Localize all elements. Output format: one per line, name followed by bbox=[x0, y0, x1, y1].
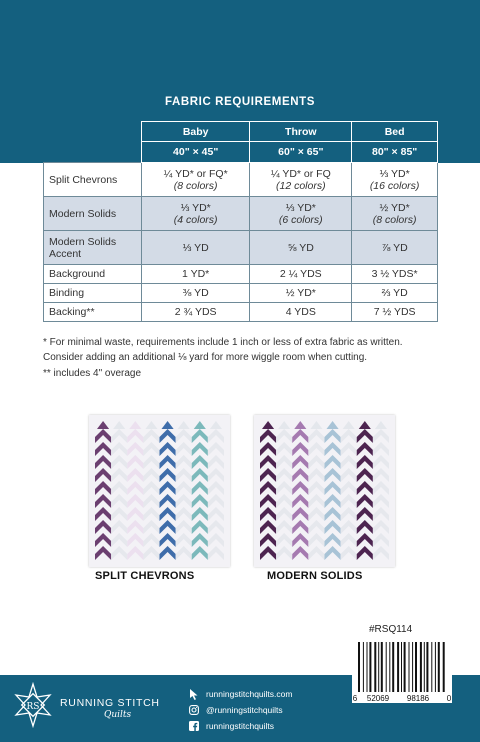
chevron-shape bbox=[292, 494, 308, 508]
chevron-shape bbox=[373, 494, 389, 508]
cell-note: (4 colors) bbox=[173, 213, 218, 226]
table-cell: 1 YD* bbox=[142, 265, 250, 284]
row-label: Backing** bbox=[44, 303, 142, 322]
chevron-shape bbox=[160, 507, 176, 521]
cell-value: ¼ YD* or FQ* bbox=[163, 167, 228, 180]
chevron-shape bbox=[308, 481, 324, 495]
table-cell bbox=[352, 163, 438, 197]
chevron-tip bbox=[145, 421, 157, 429]
chevron-shape bbox=[95, 442, 111, 456]
chevron-shape bbox=[143, 429, 159, 443]
barcode-bar bbox=[389, 642, 390, 692]
chevron-shape bbox=[208, 507, 224, 521]
chevron-shape bbox=[208, 468, 224, 482]
barcode-bar bbox=[374, 642, 376, 692]
chevron-shape bbox=[357, 507, 373, 521]
chevron-shape bbox=[111, 533, 127, 547]
barcode-bar bbox=[435, 642, 436, 692]
chevron-shape bbox=[143, 533, 159, 547]
chevron-shape bbox=[325, 507, 341, 521]
cell-value: ½ YD* bbox=[379, 201, 410, 214]
chevron-shape bbox=[111, 494, 127, 508]
chevron-shape bbox=[160, 520, 176, 534]
barcode-bar bbox=[426, 642, 428, 692]
chevron-shape bbox=[308, 468, 324, 482]
chevron-shape bbox=[276, 520, 292, 534]
cell-note: (16 colors) bbox=[369, 179, 420, 192]
chevron-shape bbox=[143, 455, 159, 469]
chevron-shape bbox=[292, 468, 308, 482]
barcode-bar bbox=[386, 642, 387, 692]
chevron-shape bbox=[143, 546, 159, 560]
table-cell bbox=[250, 197, 352, 231]
chevron-shape bbox=[192, 481, 208, 495]
barcode-digits: 52069 bbox=[366, 694, 390, 703]
chevron-shape bbox=[357, 546, 373, 560]
chevron-shape bbox=[176, 468, 192, 482]
cell-value: ¼ YD* or FQ bbox=[270, 167, 331, 180]
chevron-shape bbox=[325, 442, 341, 456]
table-cell: 2 ¼ YDS bbox=[250, 265, 352, 284]
barcode-bar bbox=[358, 642, 360, 692]
chevron-shape bbox=[127, 481, 143, 495]
chevron-shape bbox=[111, 520, 127, 534]
chevron-tip bbox=[262, 421, 274, 429]
table-cell bbox=[250, 163, 352, 197]
barcode-bar bbox=[420, 642, 422, 692]
chevron-shape bbox=[373, 546, 389, 560]
chevron-tip bbox=[294, 421, 306, 429]
chevron-shape bbox=[341, 455, 357, 469]
table-row bbox=[44, 163, 438, 197]
chevron-tip bbox=[178, 421, 190, 429]
chevron-shape bbox=[208, 546, 224, 560]
chevron-shape bbox=[176, 546, 192, 560]
chevron-shape bbox=[95, 468, 111, 482]
table-cell: ⅞ YD bbox=[352, 231, 438, 265]
chevron-shape bbox=[95, 494, 111, 508]
chevron-shape bbox=[176, 520, 192, 534]
table-row bbox=[44, 197, 438, 231]
chevron-shape bbox=[160, 494, 176, 508]
footnotes bbox=[43, 335, 443, 382]
chevron-shape bbox=[357, 494, 373, 508]
chevron-shape bbox=[373, 520, 389, 534]
chevron-shape bbox=[111, 429, 127, 443]
quilt-label-split-chevrons: SPLIT CHEVRONS bbox=[95, 570, 195, 582]
split-chevrons-quilt-image bbox=[89, 415, 230, 567]
chevron-shape bbox=[341, 429, 357, 443]
chevron-tip bbox=[278, 421, 290, 429]
cell-value: ⅓ YD* bbox=[285, 201, 316, 214]
barcode-bar bbox=[378, 642, 379, 692]
chevron-shape bbox=[111, 455, 127, 469]
chevron-shape bbox=[160, 429, 176, 443]
chevron-tip bbox=[97, 421, 109, 429]
chevron-shape bbox=[260, 507, 276, 521]
barcode bbox=[352, 640, 452, 703]
column-header-throw: Throw bbox=[250, 122, 352, 142]
chevron-shape bbox=[357, 442, 373, 456]
chevron-shape bbox=[160, 455, 176, 469]
chevron-shape bbox=[308, 546, 324, 560]
chevron-shape bbox=[160, 533, 176, 547]
cell-note: (6 colors) bbox=[278, 213, 323, 226]
chevron-shape bbox=[127, 442, 143, 456]
chevron-shape bbox=[127, 455, 143, 469]
chevron-shape bbox=[276, 429, 292, 443]
chevron-shape bbox=[208, 533, 224, 547]
barcode-bar bbox=[424, 642, 425, 692]
chevron-shape bbox=[325, 520, 341, 534]
chevron-shape bbox=[373, 533, 389, 547]
chevron-shape bbox=[308, 520, 324, 534]
row-label: Split Chevrons bbox=[44, 163, 142, 197]
chevron-shape bbox=[95, 520, 111, 534]
chevron-shape bbox=[325, 468, 341, 482]
chevron-shape bbox=[127, 520, 143, 534]
chevron-shape bbox=[357, 429, 373, 443]
contact-facebook[interactable] bbox=[188, 718, 292, 734]
chevron-shape bbox=[160, 481, 176, 495]
chevron-shape bbox=[308, 533, 324, 547]
logo-monogram: RS bbox=[26, 702, 40, 712]
chevron-shape bbox=[176, 455, 192, 469]
instagram-icon bbox=[188, 704, 200, 716]
chevron-shape bbox=[292, 507, 308, 521]
chevron-shape bbox=[143, 468, 159, 482]
cursor-icon bbox=[188, 688, 200, 700]
barcode-digits: 98186 bbox=[406, 694, 430, 703]
chevron-shape bbox=[127, 468, 143, 482]
chevron-shape bbox=[260, 481, 276, 495]
barcode-bar bbox=[415, 642, 417, 692]
table-cell: 7 ½ YDS bbox=[352, 303, 438, 322]
chevron-shape bbox=[373, 442, 389, 456]
chevron-shape bbox=[127, 494, 143, 508]
chevron-shape bbox=[111, 507, 127, 521]
table-cell: 2 ¾ YDS bbox=[142, 303, 250, 322]
chevron-tip bbox=[210, 421, 222, 429]
chevron-shape bbox=[292, 481, 308, 495]
barcode-bar bbox=[412, 642, 413, 692]
column-size-bed: 80" × 85" bbox=[352, 142, 438, 163]
chevron-shape bbox=[127, 533, 143, 547]
chevron-shape bbox=[292, 442, 308, 456]
chevron-shape bbox=[95, 533, 111, 547]
chevron-shape bbox=[276, 533, 292, 547]
sku-number: #RSQ114 bbox=[369, 624, 413, 635]
chevron-shape bbox=[176, 481, 192, 495]
chevron-shape bbox=[341, 442, 357, 456]
footnote-backing: ** includes 4" overage bbox=[43, 368, 142, 379]
chevron-shape bbox=[95, 455, 111, 469]
chevron-shape bbox=[341, 507, 357, 521]
chevron-shape bbox=[127, 546, 143, 560]
chevron-tip bbox=[162, 421, 174, 429]
row-label: Modern Solids bbox=[44, 197, 142, 231]
table-cell: ⅝ YD bbox=[250, 231, 352, 265]
chevron-shape bbox=[292, 533, 308, 547]
chevron-tip bbox=[343, 421, 355, 429]
chevron-shape bbox=[143, 520, 159, 534]
chevron-tip bbox=[359, 421, 371, 429]
chevron-shape bbox=[341, 494, 357, 508]
chevron-shape bbox=[176, 533, 192, 547]
barcode-bar bbox=[381, 642, 383, 692]
barcode-bar bbox=[401, 642, 402, 692]
chevron-shape bbox=[308, 442, 324, 456]
chevron-shape bbox=[95, 546, 111, 560]
contact-website[interactable] bbox=[188, 686, 292, 702]
contact-instagram[interactable] bbox=[188, 702, 292, 718]
chevron-shape bbox=[373, 468, 389, 482]
chevron-shape bbox=[176, 429, 192, 443]
chevron-shape bbox=[325, 533, 341, 547]
barcode-digits: 6 bbox=[352, 694, 358, 703]
chevron-tip bbox=[310, 421, 322, 429]
chevron-shape bbox=[208, 494, 224, 508]
chevron-shape bbox=[192, 494, 208, 508]
table-row bbox=[44, 265, 438, 284]
chevron-shape bbox=[192, 455, 208, 469]
chevron-shape bbox=[325, 429, 341, 443]
chevron-shape bbox=[192, 533, 208, 547]
barcode-bar bbox=[438, 642, 440, 692]
chevron-shape bbox=[325, 455, 341, 469]
barcode-bar bbox=[397, 642, 399, 692]
cell-value: ⅓ YD* bbox=[379, 167, 410, 180]
table-cell bbox=[352, 197, 438, 231]
chevron-shape bbox=[160, 468, 176, 482]
contact-facebook-text: runningstitchquilts bbox=[206, 721, 275, 731]
chevron-shape bbox=[341, 520, 357, 534]
chevron-shape bbox=[357, 481, 373, 495]
chevron-shape bbox=[95, 429, 111, 443]
chevron-shape bbox=[292, 546, 308, 560]
cell-note: (8 colors) bbox=[372, 213, 417, 226]
chevron-shape bbox=[192, 468, 208, 482]
chevron-shape bbox=[192, 546, 208, 560]
chevron-shape bbox=[325, 494, 341, 508]
chevron-shape bbox=[373, 455, 389, 469]
chevron-shape bbox=[308, 429, 324, 443]
chevron-shape bbox=[127, 429, 143, 443]
chevron-shape bbox=[276, 494, 292, 508]
chevron-shape bbox=[325, 481, 341, 495]
chevron-tip bbox=[129, 421, 141, 429]
chevron-shape bbox=[373, 481, 389, 495]
chevron-shape bbox=[111, 442, 127, 456]
table-cell: 3 ½ YDS* bbox=[352, 265, 438, 284]
chevron-shape bbox=[111, 468, 127, 482]
table-row bbox=[44, 303, 438, 322]
page-title: FABRIC REQUIREMENTS bbox=[164, 96, 316, 108]
barcode-bar bbox=[404, 642, 406, 692]
barcode-bar bbox=[409, 642, 410, 692]
brand-name: RUNNING STITCH bbox=[60, 697, 160, 709]
row-label: Background bbox=[44, 265, 142, 284]
chevron-shape bbox=[208, 455, 224, 469]
chevron-shape bbox=[208, 520, 224, 534]
chevron-shape bbox=[341, 468, 357, 482]
chevron-tip bbox=[375, 421, 387, 429]
footnote-waste: * For minimal waste, requirements include 1 inch or less of extra fabric as written. Consider adding an additional ⅛ yard for more wiggle room when cutting. bbox=[43, 337, 403, 363]
brand-script: Quilts bbox=[104, 710, 132, 720]
chevron-shape bbox=[325, 546, 341, 560]
chevron-shape bbox=[143, 442, 159, 456]
table-cell: ⅓ YD bbox=[142, 231, 250, 265]
barcode-bar bbox=[431, 642, 432, 692]
facebook-icon bbox=[188, 720, 200, 732]
chevron-shape bbox=[176, 494, 192, 508]
chevron-shape bbox=[292, 455, 308, 469]
contact-instagram-text: @runningstitchquilts bbox=[206, 705, 283, 715]
chevron-shape bbox=[208, 442, 224, 456]
chevron-shape bbox=[260, 546, 276, 560]
chevron-shape bbox=[143, 481, 159, 495]
column-size-throw: 60" × 65" bbox=[250, 142, 352, 163]
chevron-shape bbox=[208, 481, 224, 495]
chevron-shape bbox=[143, 494, 159, 508]
chevron-shape bbox=[192, 442, 208, 456]
chevron-shape bbox=[357, 468, 373, 482]
chevron-tip bbox=[194, 421, 206, 429]
quilt-label-modern-solids: MODERN SOLIDS bbox=[267, 570, 363, 582]
barcode-bar bbox=[367, 642, 368, 692]
chevron-tip bbox=[327, 421, 339, 429]
chevron-shape bbox=[192, 520, 208, 534]
barcode-bar bbox=[392, 642, 394, 692]
chevron-shape bbox=[176, 507, 192, 521]
chevron-shape bbox=[308, 494, 324, 508]
table-cell: ⅜ YD bbox=[142, 284, 250, 303]
chevron-shape bbox=[127, 507, 143, 521]
chevron-shape bbox=[260, 468, 276, 482]
table-cell: ⅔ YD bbox=[352, 284, 438, 303]
row-label: Binding bbox=[44, 284, 142, 303]
chevron-shape bbox=[292, 520, 308, 534]
chevron-shape bbox=[276, 455, 292, 469]
column-header-baby: Baby bbox=[142, 122, 250, 142]
barcode-bar bbox=[369, 642, 371, 692]
chevron-tip bbox=[113, 421, 125, 429]
barcode-digits: 0 bbox=[446, 694, 452, 703]
chevron-shape bbox=[276, 442, 292, 456]
chevron-shape bbox=[357, 520, 373, 534]
chevron-shape bbox=[276, 468, 292, 482]
chevron-shape bbox=[160, 442, 176, 456]
chevron-shape bbox=[143, 507, 159, 521]
chevron-shape bbox=[176, 442, 192, 456]
contact-website-text: runningstitchquilts.com bbox=[206, 689, 293, 699]
fabric-requirements-table bbox=[43, 121, 438, 322]
cell-value: ⅓ YD* bbox=[180, 201, 211, 214]
chevron-shape bbox=[276, 546, 292, 560]
chevron-shape bbox=[260, 429, 276, 443]
chevron-shape bbox=[260, 520, 276, 534]
chevron-shape bbox=[276, 507, 292, 521]
chevron-shape bbox=[276, 481, 292, 495]
chevron-shape bbox=[111, 546, 127, 560]
modern-solids-quilt-image bbox=[254, 415, 395, 567]
chevron-shape bbox=[292, 429, 308, 443]
chevron-shape bbox=[95, 507, 111, 521]
chevron-shape bbox=[373, 507, 389, 521]
chevron-shape bbox=[357, 455, 373, 469]
chevron-shape bbox=[111, 481, 127, 495]
chevron-shape bbox=[341, 533, 357, 547]
cell-note: (8 colors) bbox=[173, 179, 218, 192]
table-cell: 4 YDS bbox=[250, 303, 352, 322]
column-size-baby: 40" × 45" bbox=[142, 142, 250, 163]
chevron-shape bbox=[341, 546, 357, 560]
chevron-shape bbox=[373, 429, 389, 443]
row-label: Modern Solids Accent bbox=[44, 231, 142, 265]
chevron-shape bbox=[208, 429, 224, 443]
table-cell: ½ YD* bbox=[250, 284, 352, 303]
table-row bbox=[44, 231, 438, 265]
chevron-shape bbox=[95, 481, 111, 495]
chevron-shape bbox=[341, 481, 357, 495]
chevron-shape bbox=[260, 442, 276, 456]
chevron-shape bbox=[192, 507, 208, 521]
chevron-shape bbox=[308, 455, 324, 469]
chevron-shape bbox=[308, 507, 324, 521]
chevron-shape bbox=[160, 546, 176, 560]
table-row bbox=[44, 284, 438, 303]
barcode-bar bbox=[443, 642, 445, 692]
logo-star-icon bbox=[12, 682, 54, 728]
chevron-shape bbox=[260, 533, 276, 547]
table-cell bbox=[142, 197, 250, 231]
chevron-shape bbox=[192, 429, 208, 443]
column-header-bed: Bed bbox=[352, 122, 438, 142]
chevron-shape bbox=[260, 455, 276, 469]
barcode-bar bbox=[363, 642, 364, 692]
chevron-shape bbox=[357, 533, 373, 547]
chevron-shape bbox=[260, 494, 276, 508]
contact-list bbox=[188, 686, 292, 734]
cell-note: (12 colors) bbox=[275, 179, 326, 192]
table-cell bbox=[142, 163, 250, 197]
